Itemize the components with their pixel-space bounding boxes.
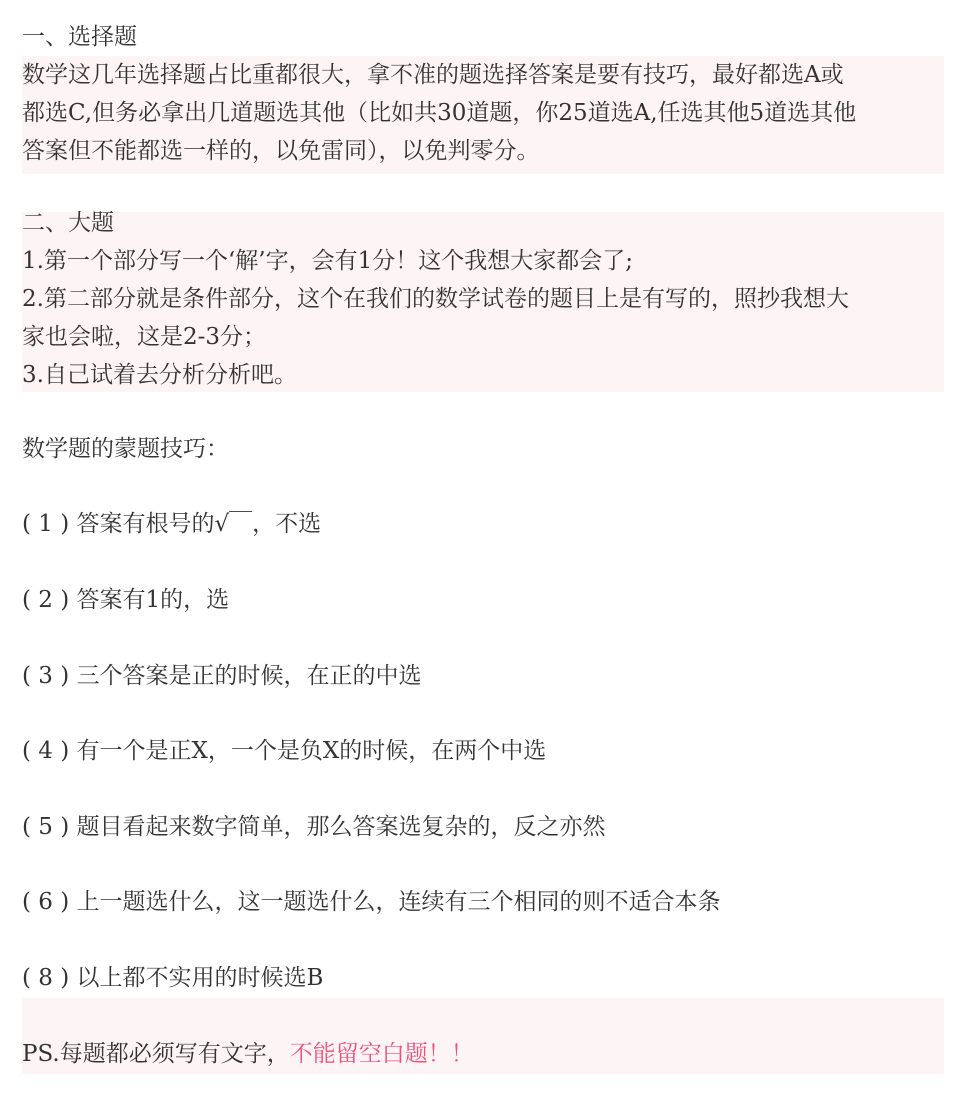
tip-item-8: ( 8 ) 以上都不实用的时候选B (22, 965, 324, 991)
section1-line-1: 数学这几年选择题占比重都很大，拿不准的题选择答案是要有技巧，最好都选A或 (22, 62, 844, 88)
section2-line-4: 3.自己试着去分析分析吧。 (22, 362, 297, 388)
section2-line-1: 1.第一个部分写一个‘解’字，会有1分！这个我想大家都会了; (22, 248, 633, 274)
section1-line-3: 答案但不能都选一样的，以免雷同），以免判零分。 (22, 138, 540, 164)
tip-item-3: ( 3 ) 三个答案是正的时候，在正的中选 (22, 663, 422, 689)
section2-line-3: 家也会啦，这是2-3分； (22, 324, 267, 350)
tip-item-6: ( 6 ) 上一题选什么，这一题选什么，连续有三个相同的则不适合本条 (22, 889, 721, 915)
ps-highlight: 不能留空白题！！ (289, 1041, 474, 1067)
section1-line-2: 都选C,但务必拿出几道题选其他（比如共30道题，你25道选A,任选其他5道选其他 (22, 100, 857, 126)
tip-item-1: ( 1 ) 答案有根号的√￣，不选 (22, 511, 322, 537)
tip-item-2: ( 2 ) 答案有1的，选 (22, 587, 230, 613)
ps-line (22, 1035, 474, 1073)
tip-item-5: ( 5 ) 题目看起来数字简单，那么答案选复杂的，反之亦然 (22, 814, 606, 840)
section2-heading: 二、大题 (22, 210, 114, 236)
tips-title: 数学题的蒙题技巧： (22, 436, 229, 462)
tip-item-4: ( 4 ) 有一个是正X，一个是负X的时候，在两个中选 (22, 738, 547, 764)
ps-prefix: PS.每题都必须写有文字， (22, 1041, 290, 1067)
section1-heading: 一、选择题 (22, 24, 137, 50)
section2-line-2: 2.第二部分就是条件部分，这个在我们的数学试卷的题目上是有写的，照抄我想大 (22, 286, 849, 312)
